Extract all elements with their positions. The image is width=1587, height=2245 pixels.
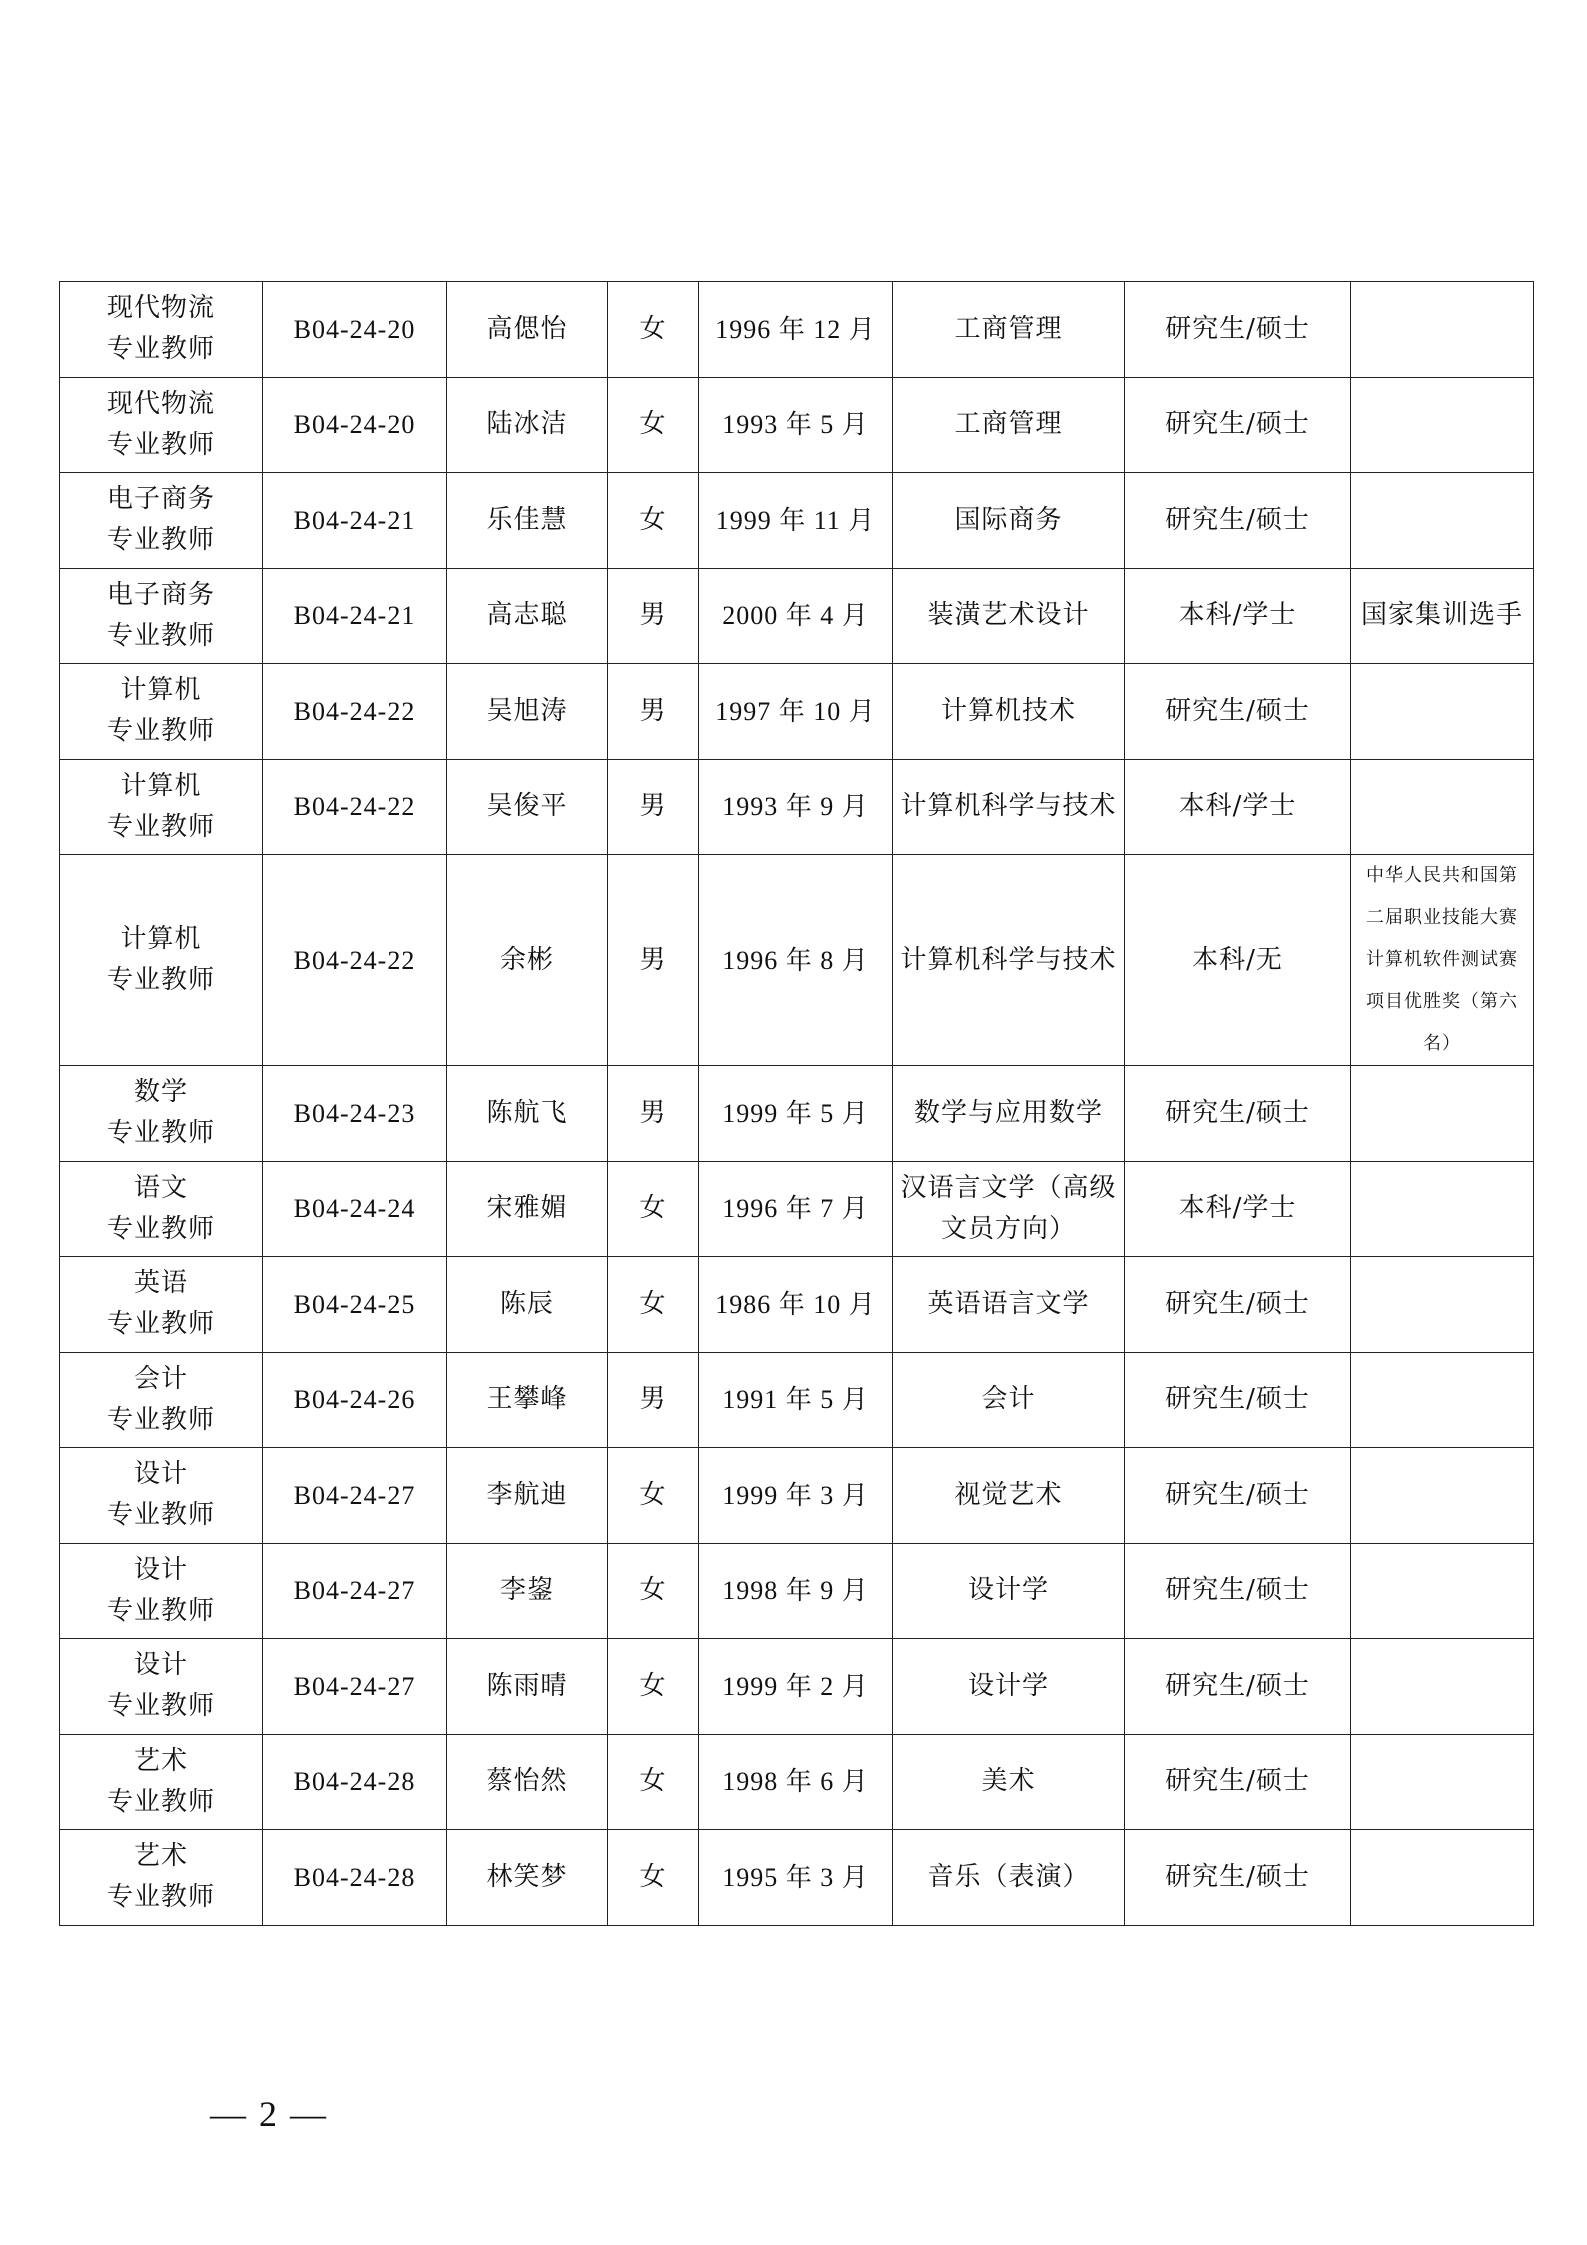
post-cell [60, 759, 263, 855]
education-cell: 研究生/硕士 [1125, 1352, 1351, 1448]
post-line2: 专业教师 [106, 716, 215, 747]
gender-cell: 女 [608, 282, 699, 378]
table-row [60, 1830, 1534, 1926]
table-row [60, 1543, 1534, 1639]
education-cell: 研究生/硕士 [1125, 1257, 1351, 1353]
education-cell: 研究生/硕士 [1125, 1734, 1351, 1830]
name-cell: 陆冰洁 [447, 377, 608, 473]
education-cell: 研究生/硕士 [1125, 377, 1351, 473]
post-cell [60, 664, 263, 760]
note-cell [1351, 759, 1534, 855]
table-row [60, 1448, 1534, 1544]
post-line2: 专业教师 [106, 1309, 215, 1340]
table-row [60, 1639, 1534, 1735]
post-cell [60, 1066, 263, 1162]
post-cell [60, 1734, 263, 1830]
education-cell: 研究生/硕士 [1125, 282, 1351, 378]
birth-date: 1993 年 5 月 [699, 377, 893, 473]
note-cell [1351, 1639, 1534, 1735]
post-line2: 专业教师 [106, 1882, 215, 1913]
post-cell [60, 282, 263, 378]
education-cell: 研究生/硕士 [1125, 1543, 1351, 1639]
major-cell: 设计学 [893, 1639, 1125, 1735]
position-code: B04-24-21 [263, 473, 447, 569]
post-line2: 专业教师 [106, 1500, 215, 1531]
table-row [60, 1066, 1534, 1162]
post-line2: 专业教师 [106, 334, 215, 365]
gender-cell: 女 [608, 1639, 699, 1735]
birth-date: 1995 年 3 月 [699, 1830, 893, 1926]
birth-date: 2000 年 4 月 [699, 568, 893, 664]
education-cell: 研究生/硕士 [1125, 664, 1351, 760]
post-cell [60, 1448, 263, 1544]
note-cell [1351, 664, 1534, 760]
major-cell: 汉语言文学（高级文员方向） [893, 1161, 1125, 1257]
post-line2: 专业教师 [106, 525, 215, 556]
note-cell: 中华人民共和国第二届职业技能大赛计算机软件测试赛项目优胜奖（第六名） [1351, 855, 1534, 1066]
name-cell: 陈航飞 [447, 1066, 608, 1162]
table-row [60, 855, 1534, 1066]
table-row [60, 1734, 1534, 1830]
post-cell [60, 568, 263, 664]
gender-cell: 男 [608, 855, 699, 1066]
major-cell: 计算机科学与技术 [893, 855, 1125, 1066]
gender-cell: 女 [608, 1734, 699, 1830]
education-cell: 研究生/硕士 [1125, 1639, 1351, 1735]
post-line1: 计算机 [120, 675, 202, 706]
post-cell [60, 1543, 263, 1639]
roster-body [60, 282, 1534, 1926]
post-line1: 现代物流 [106, 293, 215, 324]
birth-date: 1998 年 6 月 [699, 1734, 893, 1830]
major-cell: 设计学 [893, 1543, 1125, 1639]
name-cell: 王攀峰 [447, 1352, 608, 1448]
table-row [60, 664, 1534, 760]
post-cell [60, 1830, 263, 1926]
position-code: B04-24-27 [263, 1639, 447, 1735]
post-line2: 专业教师 [106, 429, 215, 460]
post-line1: 现代物流 [106, 388, 215, 419]
position-code: B04-24-22 [263, 855, 447, 1066]
post-line2: 专业教师 [106, 1118, 215, 1149]
name-cell: 宋雅媚 [447, 1161, 608, 1257]
major-cell: 视觉艺术 [893, 1448, 1125, 1544]
birth-date: 1998 年 9 月 [699, 1543, 893, 1639]
post-line2: 专业教师 [106, 1404, 215, 1435]
post-line1: 电子商务 [106, 579, 215, 610]
note-cell: 国家集训选手 [1351, 568, 1534, 664]
page-number: — 2 — [210, 2094, 328, 2134]
position-code: B04-24-26 [263, 1352, 447, 1448]
major-cell: 工商管理 [893, 282, 1125, 378]
gender-cell: 女 [608, 1830, 699, 1926]
name-cell: 吴俊平 [447, 759, 608, 855]
education-cell: 本科/学士 [1125, 1161, 1351, 1257]
post-line2: 专业教师 [106, 620, 215, 651]
major-cell: 英语语言文学 [893, 1257, 1125, 1353]
birth-date: 1999 年 2 月 [699, 1639, 893, 1735]
name-cell: 高志聪 [447, 568, 608, 664]
major-cell: 音乐（表演） [893, 1830, 1125, 1926]
education-cell: 本科/学士 [1125, 568, 1351, 664]
name-cell: 陈辰 [447, 1257, 608, 1353]
major-cell: 工商管理 [893, 377, 1125, 473]
post-line1: 设计 [133, 1554, 188, 1585]
post-cell [60, 1161, 263, 1257]
name-cell: 李鋆 [447, 1543, 608, 1639]
table-row [60, 377, 1534, 473]
position-code: B04-24-23 [263, 1066, 447, 1162]
note-cell [1351, 1257, 1534, 1353]
post-line2: 专业教师 [106, 1786, 215, 1817]
post-line1: 艺术 [133, 1745, 188, 1776]
post-line2: 专业教师 [106, 1595, 215, 1626]
position-code: B04-24-27 [263, 1543, 447, 1639]
education-cell: 研究生/硕士 [1125, 473, 1351, 569]
position-code: B04-24-22 [263, 759, 447, 855]
name-cell: 吴旭涛 [447, 664, 608, 760]
gender-cell: 男 [608, 759, 699, 855]
note-cell [1351, 1543, 1534, 1639]
gender-cell: 女 [608, 1448, 699, 1544]
name-cell: 蔡怡然 [447, 1734, 608, 1830]
post-line1: 设计 [133, 1459, 188, 1490]
major-cell: 美术 [893, 1734, 1125, 1830]
position-code: B04-24-22 [263, 664, 447, 760]
birth-date: 1986 年 10 月 [699, 1257, 893, 1353]
note-cell [1351, 282, 1534, 378]
name-cell: 林笑梦 [447, 1830, 608, 1926]
major-cell: 计算机科学与技术 [893, 759, 1125, 855]
post-line1: 数学 [133, 1077, 188, 1108]
name-cell: 乐佳慧 [447, 473, 608, 569]
table-row [60, 1352, 1534, 1448]
table-row [60, 568, 1534, 664]
post-line1: 艺术 [133, 1841, 188, 1872]
major-cell: 数学与应用数学 [893, 1066, 1125, 1162]
position-code: B04-24-20 [263, 377, 447, 473]
birth-date: 1999 年 3 月 [699, 1448, 893, 1544]
major-cell: 国际商务 [893, 473, 1125, 569]
table-row [60, 759, 1534, 855]
gender-cell: 女 [608, 1257, 699, 1353]
name-cell: 陈雨晴 [447, 1639, 608, 1735]
note-cell [1351, 1352, 1534, 1448]
gender-cell: 男 [608, 568, 699, 664]
post-cell [60, 377, 263, 473]
post-line1: 计算机 [120, 924, 202, 954]
post-line2: 专业教师 [106, 965, 215, 995]
birth-date: 1996 年 12 月 [699, 282, 893, 378]
education-cell: 研究生/硕士 [1125, 1066, 1351, 1162]
name-cell: 李航迪 [447, 1448, 608, 1544]
major-cell: 计算机技术 [893, 664, 1125, 760]
position-code: B04-24-27 [263, 1448, 447, 1544]
post-cell [60, 1639, 263, 1735]
table-row [60, 282, 1534, 378]
post-line1: 会计 [133, 1363, 188, 1394]
gender-cell: 男 [608, 1352, 699, 1448]
birth-date: 1996 年 8 月 [699, 855, 893, 1066]
education-cell: 本科/无 [1125, 855, 1351, 1066]
birth-date: 1999 年 11 月 [699, 473, 893, 569]
birth-date: 1997 年 10 月 [699, 664, 893, 760]
post-cell [60, 1257, 263, 1353]
birth-date: 1993 年 9 月 [699, 759, 893, 855]
post-cell [60, 1352, 263, 1448]
education-cell: 本科/学士 [1125, 759, 1351, 855]
post-cell [60, 473, 263, 569]
position-code: B04-24-24 [263, 1161, 447, 1257]
post-line1: 设计 [133, 1650, 188, 1681]
position-code: B04-24-25 [263, 1257, 447, 1353]
major-cell: 装潢艺术设计 [893, 568, 1125, 664]
post-line1: 计算机 [120, 770, 202, 801]
post-line1: 电子商务 [106, 484, 215, 515]
gender-cell: 男 [608, 1066, 699, 1162]
note-cell [1351, 377, 1534, 473]
post-cell [60, 855, 263, 1066]
position-code: B04-24-28 [263, 1734, 447, 1830]
birth-date: 1991 年 5 月 [699, 1352, 893, 1448]
birth-date: 1999 年 5 月 [699, 1066, 893, 1162]
table-row [60, 473, 1534, 569]
name-cell: 高偲怡 [447, 282, 608, 378]
note-cell [1351, 1830, 1534, 1926]
birth-date: 1996 年 7 月 [699, 1161, 893, 1257]
gender-cell: 女 [608, 1161, 699, 1257]
name-cell: 余彬 [447, 855, 608, 1066]
gender-cell: 女 [608, 473, 699, 569]
roster-table [59, 281, 1534, 1926]
table-row [60, 1257, 1534, 1353]
note-cell [1351, 1161, 1534, 1257]
note-cell [1351, 1448, 1534, 1544]
position-code: B04-24-21 [263, 568, 447, 664]
note-cell [1351, 1734, 1534, 1830]
gender-cell: 女 [608, 1543, 699, 1639]
major-cell: 会计 [893, 1352, 1125, 1448]
post-line2: 专业教师 [106, 1213, 215, 1244]
education-cell: 研究生/硕士 [1125, 1830, 1351, 1926]
post-line2: 专业教师 [106, 1691, 215, 1722]
post-line2: 专业教师 [106, 811, 215, 842]
post-line1: 语文 [133, 1172, 188, 1203]
post-line1: 英语 [133, 1268, 188, 1299]
gender-cell: 男 [608, 664, 699, 760]
note-cell [1351, 1066, 1534, 1162]
position-code: B04-24-20 [263, 282, 447, 378]
table-row [60, 1161, 1534, 1257]
position-code: B04-24-28 [263, 1830, 447, 1926]
education-cell: 研究生/硕士 [1125, 1448, 1351, 1544]
note-cell [1351, 473, 1534, 569]
gender-cell: 女 [608, 377, 699, 473]
